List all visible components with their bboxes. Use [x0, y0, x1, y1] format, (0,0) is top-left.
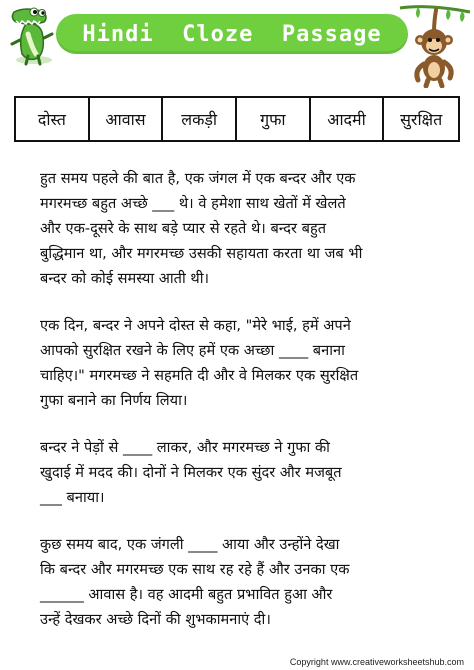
word-bank-cell: लकड़ी — [163, 98, 237, 140]
crocodile-illustration — [4, 4, 62, 66]
passage-line: और एक-दूसरे के साथ बड़े प्यार से रहते थे। बन्दर बहुत — [40, 220, 327, 237]
paragraph-4 — [40, 532, 460, 632]
copyright-footer: Copyright www.creativeworksheetshub.com — [289, 657, 464, 667]
passage-line: ______ आवास है। वह आदमी बहुत प्रभावित हुआ और — [40, 586, 333, 603]
passage-line: एक दिन, बन्दर ने अपने दोस्त से कहा, "मेरे भाई, हमें अपने — [40, 317, 351, 334]
passage-line: चाहिए।" मगरमच्छ ने सहमति दी और वे मिलकर एक सुरक्षित — [40, 367, 359, 384]
passage-line: बन्दर ने पेड़ों से ____ लाकर, और मगरमच्छ ने गुफा की — [40, 439, 330, 456]
passage-line: उन्हें देखकर अच्छे दिनों की शुभकामनाएं दी। — [40, 611, 271, 628]
passage-line: बुद्धिमान था, और मगरमच्छ उसकी सहायता करता था जब भी — [40, 245, 363, 262]
passage-line: कि बन्दर और मगरमच्छ एक साथ रह रहे हैं और उनका एक — [40, 561, 350, 578]
title-banner — [56, 14, 408, 54]
word-bank-cell: आवास — [90, 98, 164, 140]
passage — [40, 166, 460, 654]
word-bank-cell: दोस्त — [16, 98, 90, 140]
paragraph-1 — [40, 166, 460, 291]
passage-line: ___ बनाया। — [40, 489, 105, 506]
page-title: Hindi Cloze Passage — [82, 21, 382, 47]
word-bank-cell: गुफा — [237, 98, 311, 140]
passage-line: मगरमच्छ बहुत अच्छे ___ थे। वे हमेशा साथ खेतों में खेलते — [40, 195, 346, 212]
passage-line: कुछ समय बाद, एक जंगली ____ आया और उन्होंने देखा — [40, 536, 340, 553]
passage-line: हुत समय पहले की बात है, एक जंगल में एक बन्दर और एक — [40, 170, 356, 187]
passage-line: आपको सुरक्षित रखने के लिए हमें एक अच्छा ____ बनाना — [40, 342, 345, 359]
paragraph-3 — [40, 435, 460, 510]
passage-line: गुफा बनाने का निर्णय लिया। — [40, 392, 188, 409]
paragraph-2 — [40, 313, 460, 413]
word-bank-cell: आदमी — [311, 98, 385, 140]
monkey-illustration — [398, 2, 472, 88]
word-bank — [14, 96, 460, 142]
passage-line: बन्दर को कोई समस्या आती थी। — [40, 270, 210, 287]
passage-line: खुदाई में मदद की। दोनों ने मिलकर एक सुंदर और मजबूत — [40, 464, 342, 481]
word-bank-cell: सुरक्षित — [400, 110, 443, 129]
